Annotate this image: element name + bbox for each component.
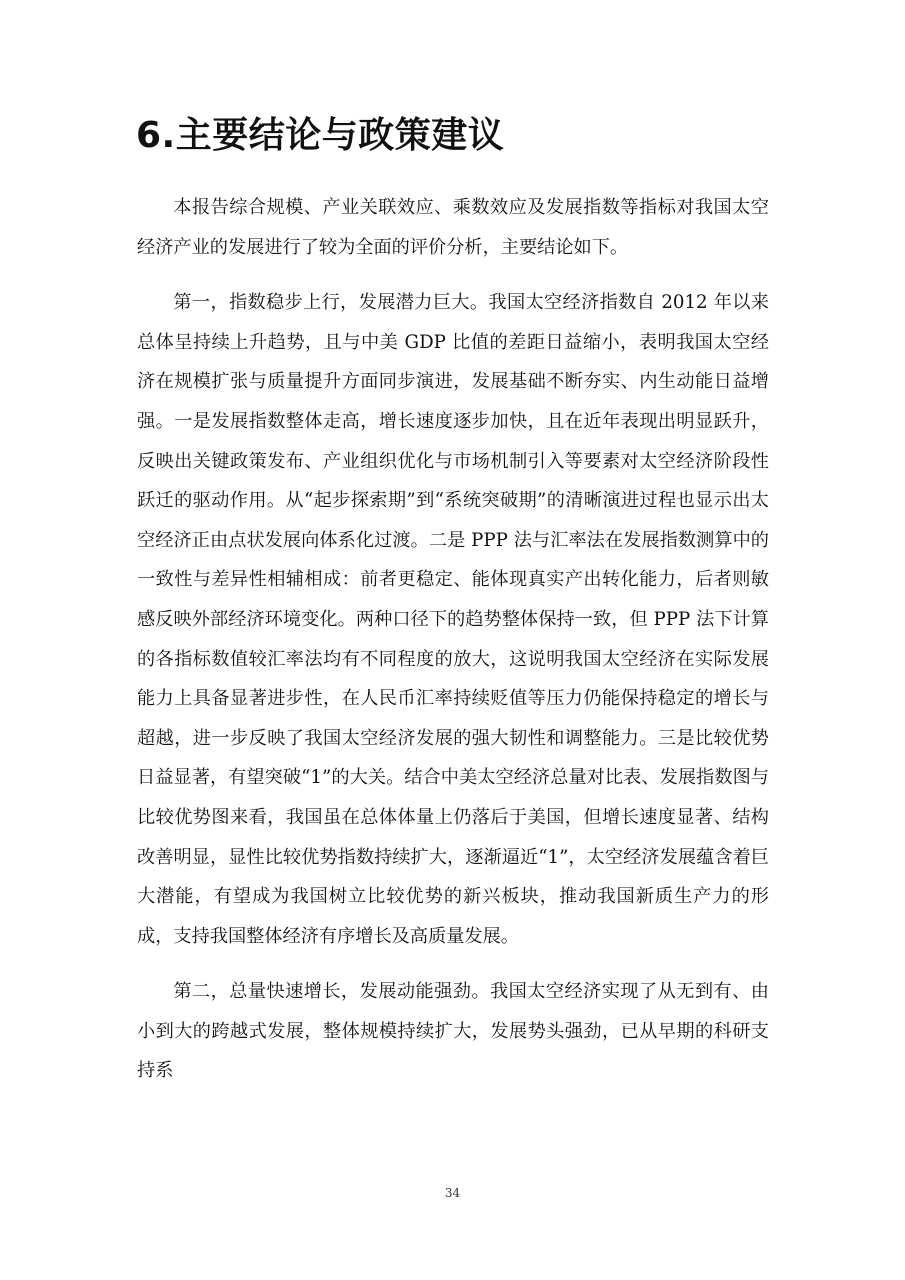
paragraph-first-conclusion: 第一，指数稳步上行，发展潜力巨大。我国太空经济指数自 2012 年以来总体呈持续上升趋势，且与中美 GDP 比值的差距日益缩小，表明我国太空经济在规模扩张与质量提升方面同步演进，发展基础不断夯实、内生动能日益增强。一是发展指数整体走高，增长速度逐步加快，且在近年表现出明显跃升，反映出关键政策发布、产业组织优化与市场机制引入等要素对太空经济阶段性跃迁的驱动作用。从“起步探索期”到“系统突破期”的清晰演进过程也显示出太空经济正由点状发展向体系化过渡。二是 PPP 法与汇率法在发展指数测算中的一致性与差异性相辅相成：前者更稳定、能体现真实产出转化能力，后者则敏感反映外部经济环境变化。两种口径下的趋势整体保持一致，但 PPP 法下计算的各指标数值较汇率法均有不同程度的放大，这说明我国太空经济在实际发展能力上具备显著进步性，在人民币汇率持续贬值等压力仍能保持稳定的增长与超越，进一步反映了我国太空经济发展的强大韧性和调整能力。三是比较优势日益显著，有望突破“1”的大关。结合中美太空经济总量对比表、发展指数图与比较优势图来看，我国虽在总体体量上仍落后于美国，但增长速度显著、结构改善明显，显性比较优势指数持续扩大，逐渐逼近“1”，太空经济发展蕴含着巨大潜能，有望成为我国树立比较优势的新兴板块，推动我国新质生产力的形成，支持我国整体经济有序增长及高质量发展。	[137, 292, 769, 947]
section-heading: 6.主要结论与政策建议	[136, 115, 505, 156]
paragraph-intro: 本报告综合规模、产业关联效应、乘数效应及发展指数等指标对我国太空经济产业的发展进行了较为全面的评价分析，主要结论如下。	[137, 197, 769, 258]
body-text	[137, 188, 769, 1107]
page-number: 34	[444, 1186, 461, 1200]
paragraph-second-conclusion: 第二，总量快速增长，发展动能强劲。我国太空经济实现了从无到有、由小到大的跨越式发展，整体规模持续扩大，发展势头强劲，已从早期的科研支持系	[137, 981, 769, 1082]
